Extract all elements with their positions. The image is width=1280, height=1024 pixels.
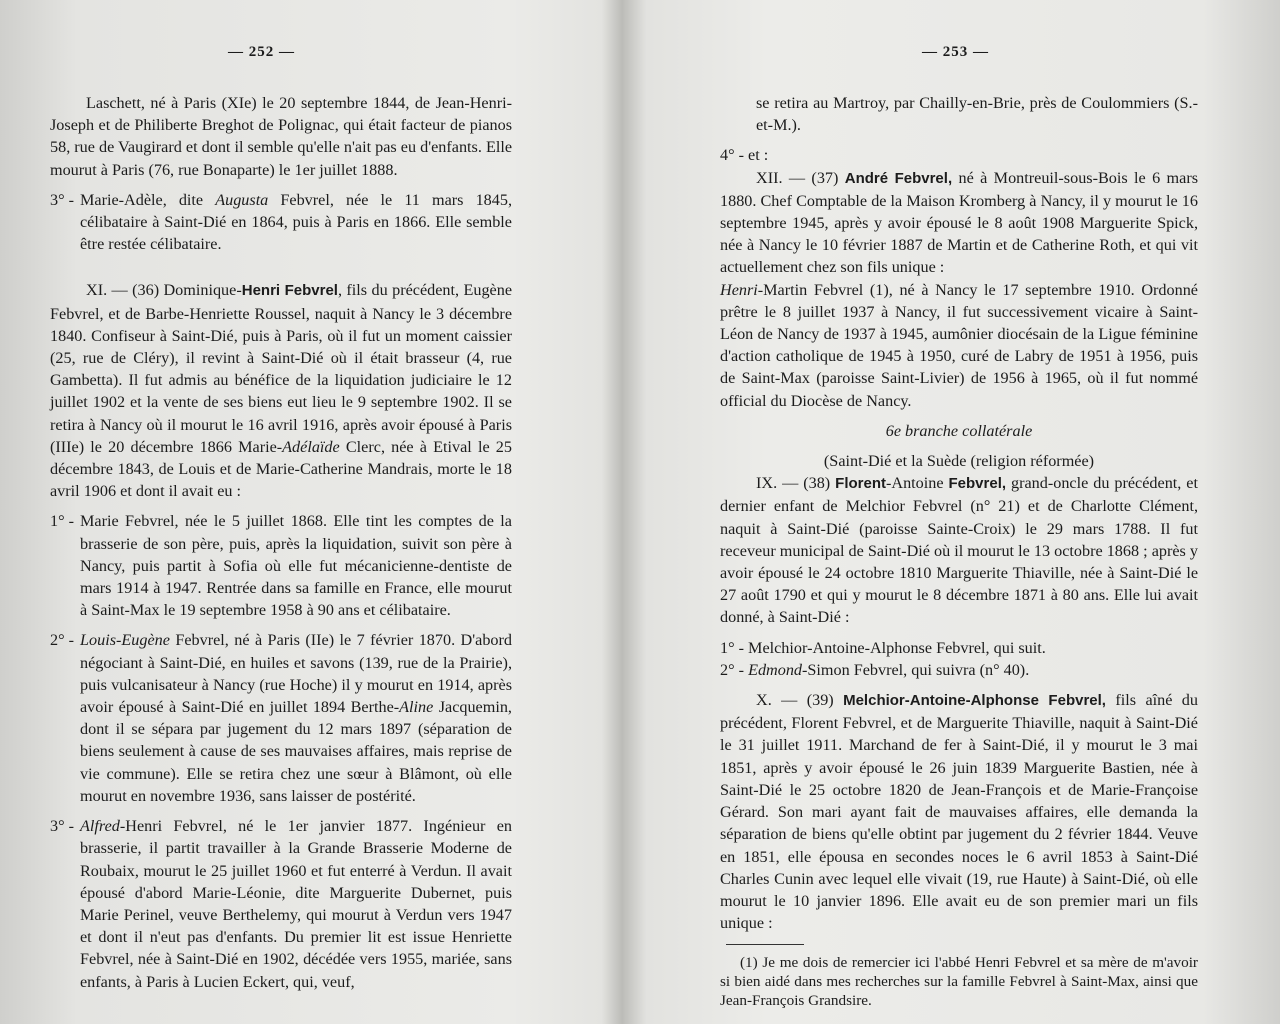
child-1-melchior: 1° - Melchior-Antoine-Alphonse Febvrel, qui suit. [720, 638, 1046, 657]
branch-title: 6e branche collatérale [885, 421, 1033, 440]
entry-x-melchior-febvrel: X. — (39) Melchior-Antoine-Alphonse Febvrel, fils aîné du précédent, Florent Febvrel, et de Marguerite Thiaville, naquit à Saint-Dié le 31 juillet 1911. Marchand de fer à Saint-Dié, il y mourut le 3 mai 1851, après y avoir épousé le 26 juin 1839 Marguerite Bastien, née à Saint-Dié le 25 octobre 1820 de Jean-François et de Marie-Françoise Gérard. Son mari ayant fait de mauvaises affaires, elle demanda la séparation de biens qu'elle obtint par jugement du 2 février 1844. Veuve en 1851, elle épousa en secondes noces le 6 avril 1853 à Saint-Dié Charles Cunin avec lequel elle vivait (19, rue Haute) à Saint-Dié, où elle mourut le 10 janvier 1896. Elle avait eu de son premier mari un fils unique : [720, 691, 1198, 933]
child-2-edmond: 2° - Edmond-Simon Febvrel, qui suivra (n° 40). [720, 660, 1030, 679]
left-page-text [50, 92, 512, 993]
footnote-1: (1) Je me dois de remercier ici l'abbé Henri Febvrel et sa mère de m'avoir si bien aidé dans mes recherches sur la famille Febvrel à Saint-Max, ainsi que Jean-François Grandsire. [720, 954, 1198, 1010]
paragraph-martroy: se retira au Martroy, par Chailly-en-Brie, près de Coulommiers (S.-et-M.). [756, 94, 1198, 135]
entry-xii-andre-febvrel: XII. — (37) André Febvrel, né à Montreuil-sous-Bois le 6 mars 1880. Chef Comptable de la Maison Kromberg à Nancy, il y mourut le 16 septembre 1945, après y avoir épousé le 8 août 1908 Marguerite Spick, née à Nancy le 10 février 1887 de Martin et de Catherine Roth, et qui vit actuellement chez son fils unique : [720, 168, 1199, 277]
item-4: 4° - et : [720, 146, 769, 165]
right-page [640, 0, 1280, 1024]
page-number-252: — 252 — [228, 44, 295, 60]
child-3-alfred: 3° - Alfred-Henri Febvrel, né le 1er janvier 1877. Ingénieur en brasserie, il partit travailler à la Grande Brasserie Moderne de Roubaix, mourut le 25 juillet 1960 et fut enterré à Verdun. Il avait épousé d'abord Marie-Léonie, dite Marguerite Dubernet, puis Marie Perinel, veuve Berthelemy, qui mourut à Verdun vers 1947 et dont il n'eut pas d'enfants. Du premier lit est issue Henriette Febvrel, née à Saint-Dié en 1902, décédée vers 1955, mariée, sans enfants, à Paris à Lucien Eckert, qui, veuf, [50, 817, 512, 991]
footnote-rule [726, 944, 804, 945]
paragraph-laschett: Laschett, né à Paris (XIe) le 20 septembre 1844, de Jean-Henri-Joseph et de Philiberte Breghot de Polignac, qui était facteur de pianos 58, rue de Vaugirard et dont il semble qu'elle n'ait pas eu d'enfants. Elle mourut à Paris (76, rue Bonaparte) le 1er juillet 1888. [50, 94, 513, 179]
item-3-augusta: 3° - Marie-Adèle, dite Augusta Febvrel, née le 11 mars 1845, célibataire à Saint-Dié en 1864, puis à Paris en 1866. Elle semble être restée célibataire. [50, 190, 512, 254]
right-page-text [720, 92, 1198, 1010]
child-1-marie: 1° - Marie Febvrel, née le 5 juillet 1868. Elle tint les comptes de la brasserie de son père, puis, après la liquidation, suivit son père à Nancy, puis partit à Sofia où elle fut mécanicienne-dentiste de mars 1914 à 1947. Rentrée dans sa famille en France, elle mourut à Saint-Max le 19 septembre 1958 à 90 ans et célibataire. [50, 512, 512, 620]
child-2-louis-eugene: 2° - Louis-Eugène Febvrel, né à Paris (IIe) le 7 février 1870. D'abord négociant à Saint-Dié, en huiles et savons (139, rue de la Prairie), puis vulcanisateur à Nancy (rue Hoche) il y mourut en 1914, après avoir épousé à Saint-Dié en juillet 1894 Berthe-Aline Jacquemin, dont il se sépara par jugement du 12 mars 1897 (séparation de biens seulement à cause de ses mauvaises affaires, mais reprise de vie commune). Elle se retira chez une sœur à Blâmont, où elle mourut en novembre 1936, sans laisser de postérité. [50, 631, 512, 805]
entry-xi-henri-febvrel: XI. — (36) Dominique-Henri Febvrel, fils du précédent, Eugène Febvrel, et de Barbe-Henriette Roussel, naquit à Nancy le 3 décembre 1840. Confiseur à Saint-Dié, puis à Paris, où il fut un moment caissier (25, rue de Cléry), il revint à Saint-Dié où il était brasseur (4, rue Gambetta). Il fut admis au bénéfice de la liquidation judiciaire le 12 juillet 1902 et la vente de ses biens eut lieu le 9 septembre 1902. Il se retira à Nancy où il mourut le 16 avril 1916, après avoir épousé à Paris (IIIe) le 20 décembre 1866 Marie-Adélaïde Clerc, née à Etival le 25 décembre 1843, de Louis et de Marie-Catherine Mandrais, morte le 18 avril 1906 et dont il avait eu : [50, 281, 512, 501]
branch-subtitle: (Saint-Dié et la Suède (religion réformée) [823, 452, 1095, 471]
page-number-253: — 253 — [922, 44, 989, 60]
paragraph-henri-martin: Henri-Martin Febvrel (1), né à Nancy le 17 septembre 1910. Ordonné prêtre le 8 juillet 1937 à Nancy, il fut successivement vicaire à Saint-Léon de Nancy de 1937 à 1945, aumônier diocésain de la Ligue féminine d'action catholique de 1945 à 1950, curé de Labry de 1951 à 1956, puis de Saint-Max (paroisse Saint-Livier) de 1956 à 1965, où il fut nommé official du Diocèse de Nancy. [720, 280, 1198, 410]
left-page [0, 0, 610, 1024]
entry-ix-florent-febvrel: IX. — (38) Florent-Antoine Febvrel, grand-oncle du précédent, et dernier enfant de Melchior Febvrel (n° 21) et de Charlotte Clément, naquit à Saint-Dié (paroisse Sainte-Croix) le 29 mars 1788. Il fut receveur municipal de Saint-Dié où il mourut le 13 octobre 1868 ; après y avoir épousé le 24 octobre 1810 Marguerite Thiaville, née à Saint-Dié le 27 août 1790 et qui y mourut le 8 décembre 1871 à 80 ans. Elle lui avait donné, à Saint-Dié : [720, 474, 1198, 627]
